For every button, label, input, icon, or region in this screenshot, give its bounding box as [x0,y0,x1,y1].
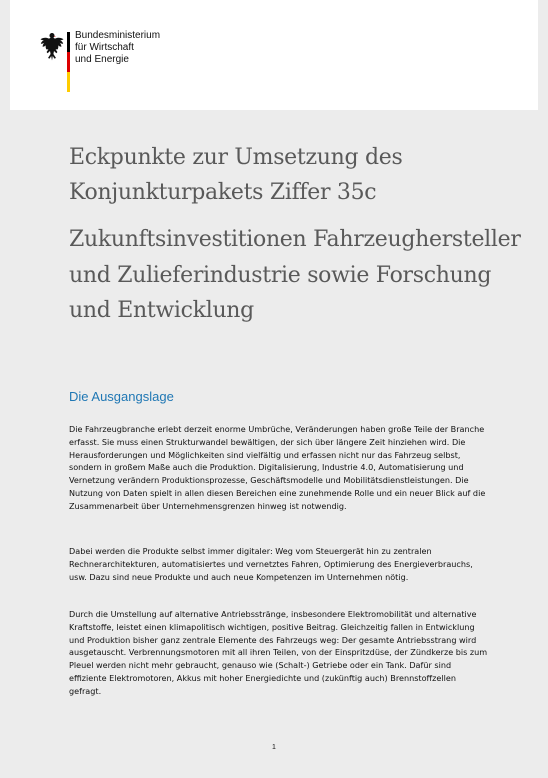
ministry-logo [40,30,160,94]
body-paragraph: Durch die Umstellung auf alternative Antriebsstränge, insbesondere Elektromobilität und alternative Kraftstoffe, leistet einen klimapolitisch wichtigen, positive Beitrag. Gleichzeitig fallen in Entwicklung und Produktion bisher ganz zentrale Elemente des Fahrzeugs weg: Der gesamte Antriebsstrang wird ausgetauscht. Verbrennungsmotoren mit all ihren Teilen, von der Einspritzdüse, der Zündkerze bis zum Pleuel werden nicht mehr gebraucht, genauso wie (Schalt-) Getriebe oder ein Tank. Dafür sind effiziente Elektromotoren, Akkus mit hoher Energiedichte und (zukünftig auch) Brennstoffzellen gefragt. [69,609,488,696]
document-title: Eckpunkte zur Umsetzung des Konjunkturpakets Ziffer 35c [69,145,403,205]
letterhead [10,0,538,110]
flag-black-stripe [67,32,70,52]
document-subtitle: Zukunftsinvestitionen Fahrzeughersteller und Zulieferindustrie sowie Forschung und Entwicklung [69,227,521,323]
ministry-name-line: für Wirtschaft [75,42,134,53]
ministry-name-line: Bundesministerium [75,30,161,41]
flag-red-stripe [67,52,70,72]
page-number: 1 [272,744,276,751]
federal-eagle-icon [40,32,64,62]
body-paragraph: Die Fahrzeugbranche erlebt derzeit enorme Umbrüche, Veränderungen haben große Teile der Branche erfasst. Sie muss einen Strukturwandel bewältigen, der sich über längere Zeit hinziehen wird. Die Herausforderungen und Möglichkeiten sind vielfältig und erfassen nicht nur das Fahrzeug selbst, sondern in großem Maße auch die Produktion. Digitalisierung, Industrie 4.0, Automatisierung und Vernetzung verändern Produktionsprozesse, Geschäftsmodelle und Mobilitätsdienstleistungen. Die Nutzung von Daten spielt in allen diesen Bereichen eine zunehmende Rolle und ein neuer Blick auf die Zusammenarbeit über Unternehmensgrenzen hinweg ist notwendig. [69,424,486,511]
section-heading: Die Ausgangslage [69,389,174,404]
national-flag-bar [67,32,70,92]
ministry-name [75,30,175,66]
ministry-name-line: und Energie [75,54,129,65]
flag-gold-stripe [67,72,70,92]
body-paragraph: Dabei werden die Produkte selbst immer digitaler: Weg vom Steuergerät hin zu zentralen Rechnerarchitekturen, automatisiertes und vernetztes Fahren, Optimierung des Energieverbrauchs, usw. Dazu sind neue Produkte und auch neue Kompetenzen im Unternehmen nötig. [69,546,473,582]
